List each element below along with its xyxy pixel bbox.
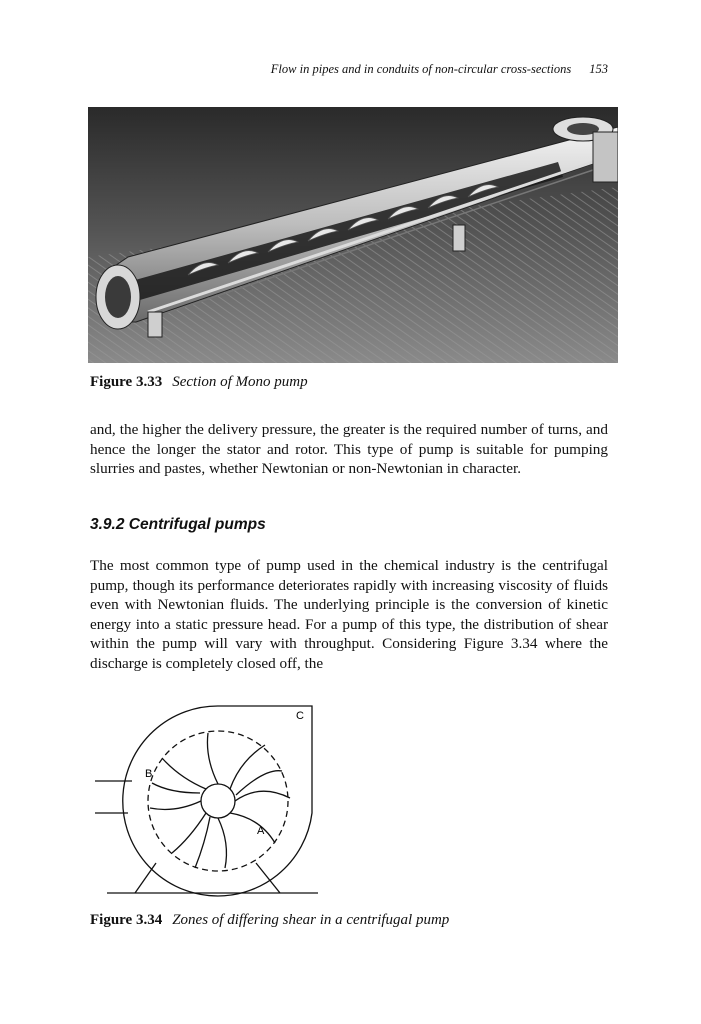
figure-label: Figure 3.33 (90, 374, 163, 390)
mono-pump-photo (88, 107, 618, 363)
page-number: 153 (589, 62, 608, 76)
figure-caption-3-34 (90, 912, 449, 929)
figure-caption-text: Section of Mono pump (172, 374, 308, 390)
centrifugal-pump-svg (90, 693, 325, 898)
body-paragraph-2: The most common type of pump used in the chemical industry is the centrifugal pump, though its performance deteriorates rapidly with increasing viscosity of fluids even with Newtonian fluids. The underlying principle is the conversion of kinetic energy into a static pressure head. For a pump of this type, the distribution of shear within the pump will vary with throughput. Considering Figure 3.34 where the discharge is completely closed off, the (90, 557, 608, 672)
base-leg-left (135, 863, 156, 893)
figure-label: Figure 3.34 (90, 912, 163, 928)
running-head (90, 62, 608, 77)
base-leg-right (256, 863, 280, 893)
centrifugal-pump-diagram (90, 693, 325, 898)
section-title: Centrifugal pumps (128, 516, 266, 533)
zone-label-a: A (257, 825, 265, 837)
zone-label-b: B (145, 768, 153, 780)
figure-caption-3-33 (90, 374, 308, 391)
impeller-hub (201, 784, 235, 818)
zone-label-c: C (296, 710, 304, 722)
section-heading (90, 516, 266, 534)
impeller-vanes (150, 733, 290, 868)
volute-casing (123, 706, 312, 896)
mono-pump-illustration (88, 107, 618, 363)
section-number: 3.9.2 (90, 516, 125, 533)
shear-zone-boundary (148, 731, 288, 871)
figure-caption-text: Zones of differing shear in a centrifugal pump (172, 912, 450, 928)
body-paragraph-1: and, the higher the delivery pressure, the greater is the required number of turns, and hence the longer the stator and rotor. This type of pump is suitable for pumping slurries and pastes, whether Newtonian or non-Newtonian in character. (90, 421, 608, 478)
running-title: Flow in pipes and in conduits of non-circular cross-sections (270, 62, 572, 76)
